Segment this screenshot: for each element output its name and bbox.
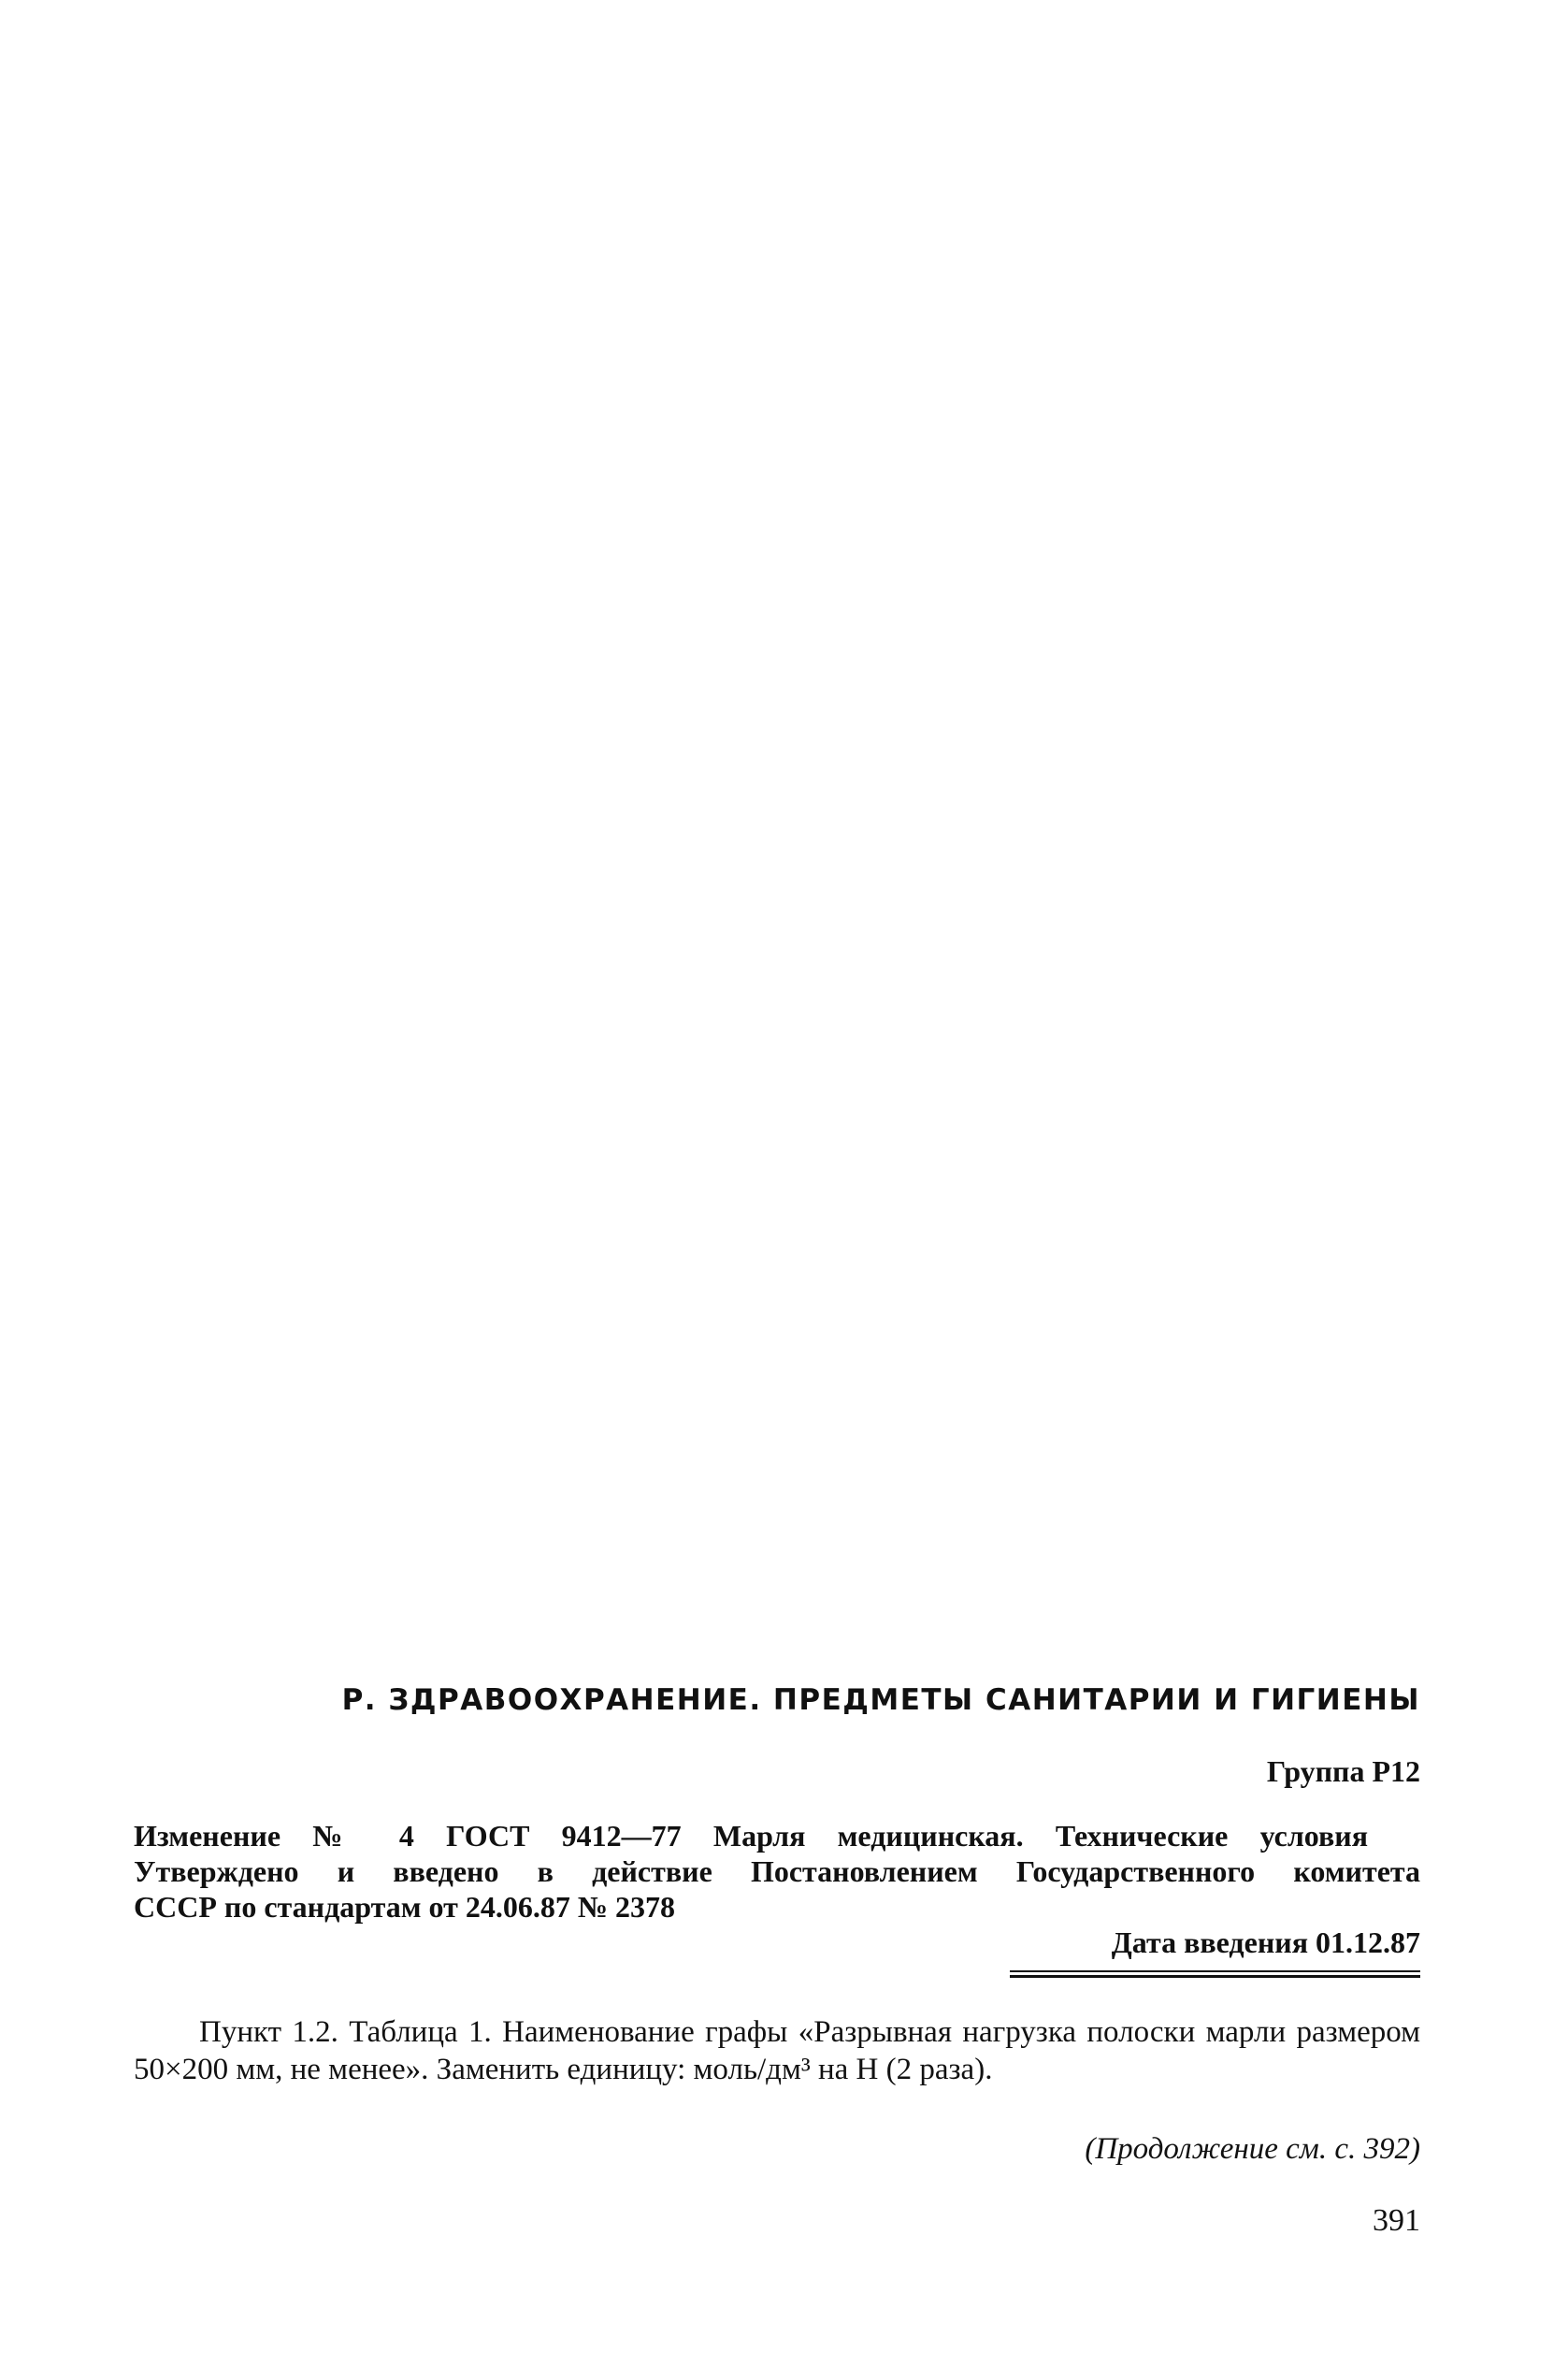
underline-rule-thick	[1010, 1975, 1420, 1978]
approval-line-end: СССР по стандартам от 24.06.87 № 2378	[134, 1890, 675, 1924]
section-heading: Р. ЗДРАВООХРАНЕНИЕ. ПРЕДМЕТЫ САНИТАРИИ И ГИГИЕНЫ	[341, 1683, 1420, 1717]
page-number: 391	[1373, 2203, 1420, 2238]
change-notice	[134, 1818, 1420, 1925]
intro-date	[134, 1925, 1420, 1966]
body-paragraph: Пункт 1.2. Таблица 1. Наименование графы «Разрывная нагрузка полоски марли размером 50×200 мм, не менее». Заменить единицу: моль/дм³ на Н (2 раза).	[134, 2015, 1420, 2086]
underline-rule	[1010, 1970, 1420, 1972]
continuation-note: (Продолжение см. с. 392)	[1085, 2132, 1420, 2166]
group-label: Группа Р12	[1266, 1754, 1420, 1788]
approval-line: Утверждено и введено в действие Постановлением Государственного комитета	[134, 1854, 1420, 1888]
change-title-line: Изменение № 4 ГОСТ 9412—77 Марля медицинская. Технические условия	[134, 1819, 1368, 1853]
intro-date-text: Дата введения 01.12.87	[1111, 1925, 1420, 1959]
